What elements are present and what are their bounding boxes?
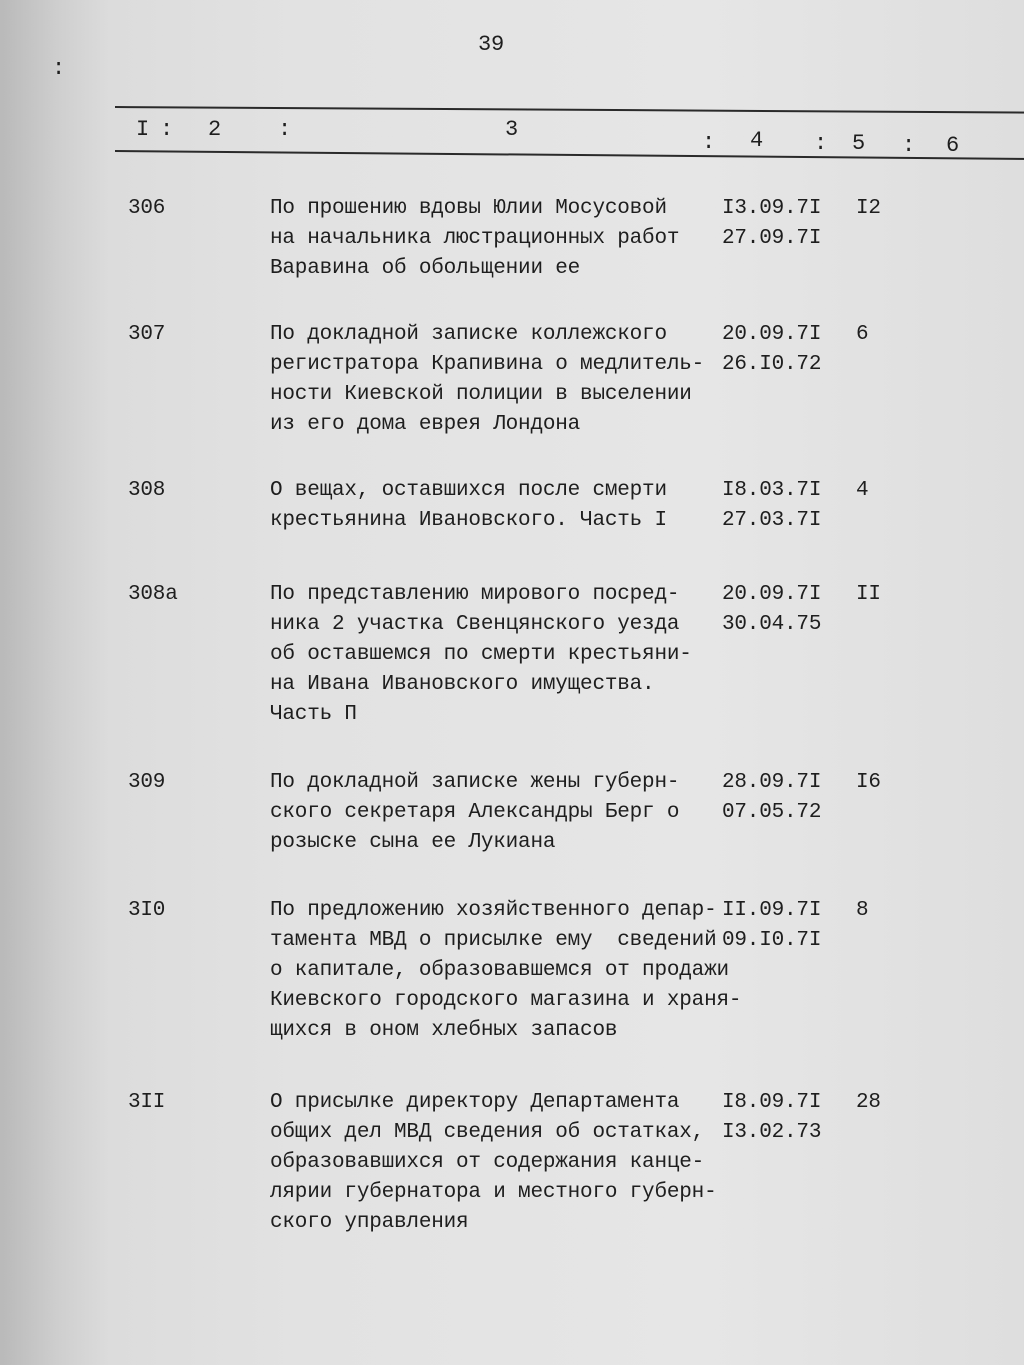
record-sheets: 4 <box>856 479 869 502</box>
record-title-line: По докладной записке жены губерн- <box>270 771 680 794</box>
record-title-line: тамента МВД о присылке ему сведений <box>270 929 717 952</box>
record-sheets: II <box>856 583 881 606</box>
record-date: I3.02.73 <box>722 1121 822 1144</box>
record-date: 09.I0.7I <box>722 929 822 952</box>
record-date: 07.05.72 <box>722 801 822 824</box>
header-sep: : <box>702 130 716 155</box>
record-date: 26.I0.72 <box>722 353 822 376</box>
record-title-line: По докладной записке коллежского <box>270 323 667 346</box>
record-title-line: По представлению мирового посред- <box>270 583 680 606</box>
header-rule-bottom <box>115 150 1024 160</box>
record-sheets: 28 <box>856 1091 881 1114</box>
header-col-1: I <box>136 117 150 142</box>
record-date: I8.03.7I <box>722 479 822 502</box>
record-title-line: О присылке директору Департамента <box>270 1091 680 1114</box>
record-title-line: щихся в оном хлебных запасов <box>270 1019 618 1042</box>
record-title-line: По предложению хозяйственного депар- <box>270 899 717 922</box>
record-sheets: 6 <box>856 323 869 346</box>
record-title-line: Часть П <box>270 703 357 726</box>
header-sep: : <box>902 133 916 158</box>
record-number: 308а <box>128 583 178 606</box>
record-title-line: ности Киевской полиции в выселении <box>270 383 692 406</box>
header-sep: : <box>160 117 174 142</box>
record-number: 307 <box>128 323 166 346</box>
header-col-4: 4 <box>750 128 764 153</box>
record-title-line: о капитале, образовавшемся от продажи <box>270 959 729 982</box>
record-title-line: ского управления <box>270 1211 469 1234</box>
record-title-line: ского секретаря Александры Берг о <box>270 801 680 824</box>
record-sheets: 8 <box>856 899 869 922</box>
record-date: 20.09.7I <box>722 583 822 606</box>
header-sep: : <box>278 117 292 142</box>
header-sep: : <box>814 131 828 156</box>
record-number: 3I0 <box>128 899 166 922</box>
record-number: 309 <box>128 771 166 794</box>
record-title-line: О вещах, оставшихся после смерти <box>270 479 667 502</box>
record-number: 308 <box>128 479 166 502</box>
record-title-line: Киевского городского магазина и храня- <box>270 989 742 1012</box>
record-date: 27.03.7I <box>722 509 822 532</box>
record-title-line: По прошению вдовы Юлии Мосусовой <box>270 197 667 220</box>
record-title-line: крестьянина Ивановского. Часть I <box>270 509 667 532</box>
record-title-line: из его дома еврея Лондона <box>270 413 581 436</box>
record-sheets: I2 <box>856 197 881 220</box>
margin-mark: : <box>52 56 66 81</box>
record-date: I8.09.7I <box>722 1091 822 1114</box>
record-number: 306 <box>128 197 166 220</box>
record-title-line: розыске сына ее Лукиана <box>270 831 556 854</box>
record-title-line: ника 2 участка Свенцянского уезда <box>270 613 680 636</box>
record-date: 20.09.7I <box>722 323 822 346</box>
record-date: I3.09.7I <box>722 197 822 220</box>
record-title-line: образовавшихся от содержания канце- <box>270 1151 705 1174</box>
header-col-3: 3 <box>505 117 519 142</box>
page-number: 39 <box>478 32 505 57</box>
record-date: 27.09.7I <box>722 227 822 250</box>
record-date: II.09.7I <box>722 899 822 922</box>
header-col-5: 5 <box>852 131 866 156</box>
record-sheets: I6 <box>856 771 881 794</box>
record-title-line: на Ивана Ивановского имущества. <box>270 673 655 696</box>
record-title-line: на начальника люстрационных работ <box>270 227 680 250</box>
record-title-line: лярии губернатора и местного губерн- <box>270 1181 717 1204</box>
record-number: 3II <box>128 1091 166 1114</box>
record-title-line: общих дел МВД сведения об остатках, <box>270 1121 705 1144</box>
record-date: 28.09.7I <box>722 771 822 794</box>
record-title-line: об оставшемся по смерти крестьяни- <box>270 643 692 666</box>
header-col-6: 6 <box>946 133 960 158</box>
header-rule-top <box>115 106 1024 114</box>
record-date: 30.04.75 <box>722 613 822 636</box>
record-title-line: регистратора Крапивина о медлитель- <box>270 353 705 376</box>
record-title-line: Варавина об обольщении ее <box>270 257 581 280</box>
header-col-2: 2 <box>208 117 222 142</box>
